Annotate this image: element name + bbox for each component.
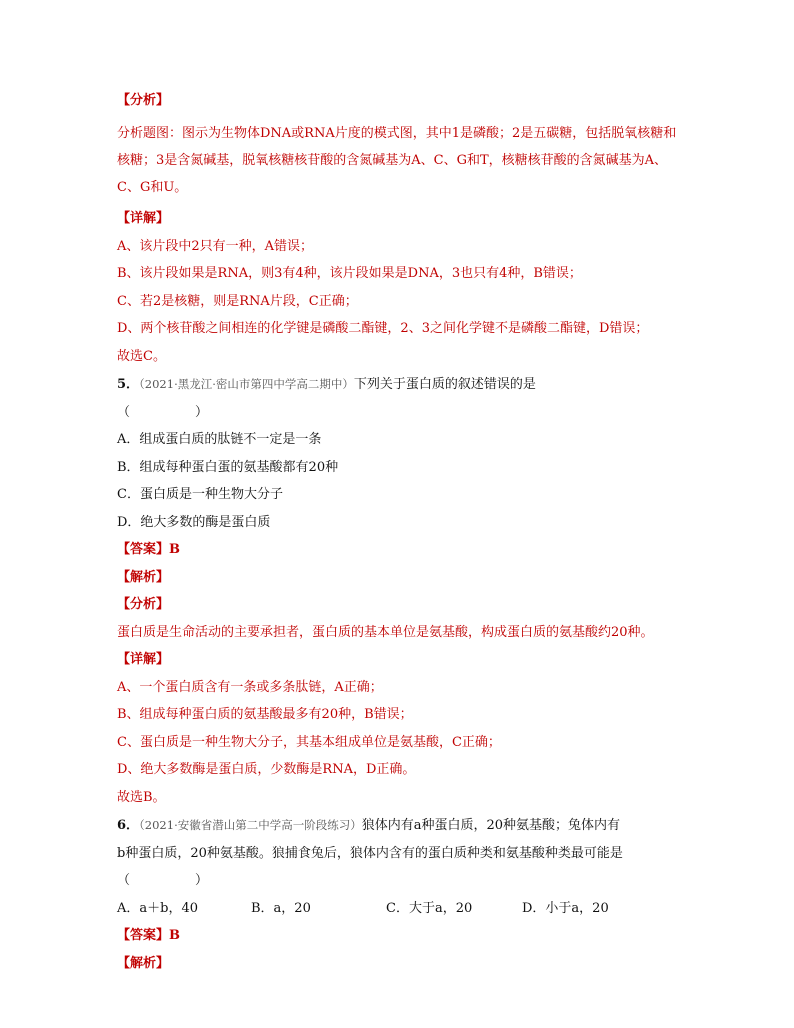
q5-stem-text: 下列关于蛋白质的叙述错误的是 xyxy=(353,377,536,392)
q5-number: 5． xyxy=(117,377,140,392)
q5-conclusion: 故选B。 xyxy=(117,789,166,805)
q5-source: （2021·黑龙江·密山市第四中学高二期中） xyxy=(139,377,354,391)
q4-detail-c: C、若2是核糖，则是RNA片段，C正确； xyxy=(117,293,358,309)
q6-explain-heading: 【解析】 xyxy=(117,955,170,971)
q5-option-a: A．组成蛋白质的肽链不一定是一条 xyxy=(117,432,322,447)
q4-detail-d: D、两个核苷酸之间相连的化学键是磷酸二酯键，2、3之间化学键不是磷酸二酯键，D错误； xyxy=(117,321,649,336)
q5-stem xyxy=(117,375,687,394)
q6-option-c: C．大于a，20 xyxy=(386,900,473,916)
q6-stem-line2: b种蛋白质，20种氨基酸。狼捕食兔后，狼体内含有的蛋白质种类和氨基酸种类最可能是 xyxy=(117,845,623,861)
q5-explain-heading: 【解析】 xyxy=(117,569,170,585)
q4-conclusion: 故选C。 xyxy=(117,348,166,364)
q4-detail-b: B、该片段如果是RNA，则3有4种，该片段如果是DNA，3也只有4种，B错误； xyxy=(117,266,582,281)
q5-analysis-heading: 【分析】 xyxy=(117,597,170,612)
q5-analysis-text: 蛋白质是生命活动的主要承担者，蛋白质的基本单位是氨基酸，构成蛋白质的氨基酸约20种。 xyxy=(117,624,654,640)
q6-options xyxy=(117,900,687,918)
q6-stem-line1 xyxy=(117,816,687,835)
q6-blank: （ ） xyxy=(117,873,209,888)
q5-blank: （ ） xyxy=(117,404,209,420)
q6-option-d: D．小于a，20 xyxy=(522,900,609,916)
q6-answer: 【答案】B xyxy=(117,928,180,943)
q5-option-c: C．蛋白质是一种生物大分子 xyxy=(117,487,283,502)
q5-detail-d: D、绝大多数酶是蛋白质，少数酶是RNA，D正确。 xyxy=(117,762,416,777)
q5-detail-b: B、组成每种蛋白质的氨基酸最多有20种，B错误； xyxy=(117,707,413,722)
q4-analysis-text: 分析题图：图示为生物体DNA或RNA片度的模式图，其中1是磷酸；2是五碳糖，包括脱氧核糖和核糖；3是含氮碱基，脱氧核糖核苷酸的含氮碱基为A、C、G和T，核糖核苷酸的含氮碱基为A、C、G和U。 xyxy=(117,125,677,195)
q4-detail-a: A、该片段中2只有一种，A错误； xyxy=(117,238,314,254)
document-page xyxy=(117,92,687,982)
q5-option-b: B．组成每种蛋白蛋的氨基酸都有20种 xyxy=(117,459,339,475)
q6-option-b: B．a，20 xyxy=(251,900,311,916)
q5-detail-heading: 【详解】 xyxy=(117,652,170,667)
q5-detail-a: A、一个蛋白质含有一条或多条肽链，A正确； xyxy=(117,679,383,695)
q4-analysis-heading: 【分析】 xyxy=(117,93,170,108)
q6-option-a: A．a＋b，40 xyxy=(117,900,199,916)
q6-number: 6． xyxy=(117,818,140,833)
q4-detail-heading: 【详解】 xyxy=(117,211,170,226)
q5-option-d: D．绝大多数的酶是蛋白质 xyxy=(117,514,271,530)
q5-answer: 【答案】B xyxy=(117,542,180,557)
q6-source: （2021·安徽省潜山第二中学高一阶段练习） xyxy=(139,818,362,832)
q5-detail-c: C、蛋白质是一种生物大分子，其基本组成单位是氨基酸，C正确； xyxy=(117,734,501,750)
q6-stem-text-1: 狼体内有a种蛋白质，20种氨基酸；兔体内有 xyxy=(361,818,621,833)
